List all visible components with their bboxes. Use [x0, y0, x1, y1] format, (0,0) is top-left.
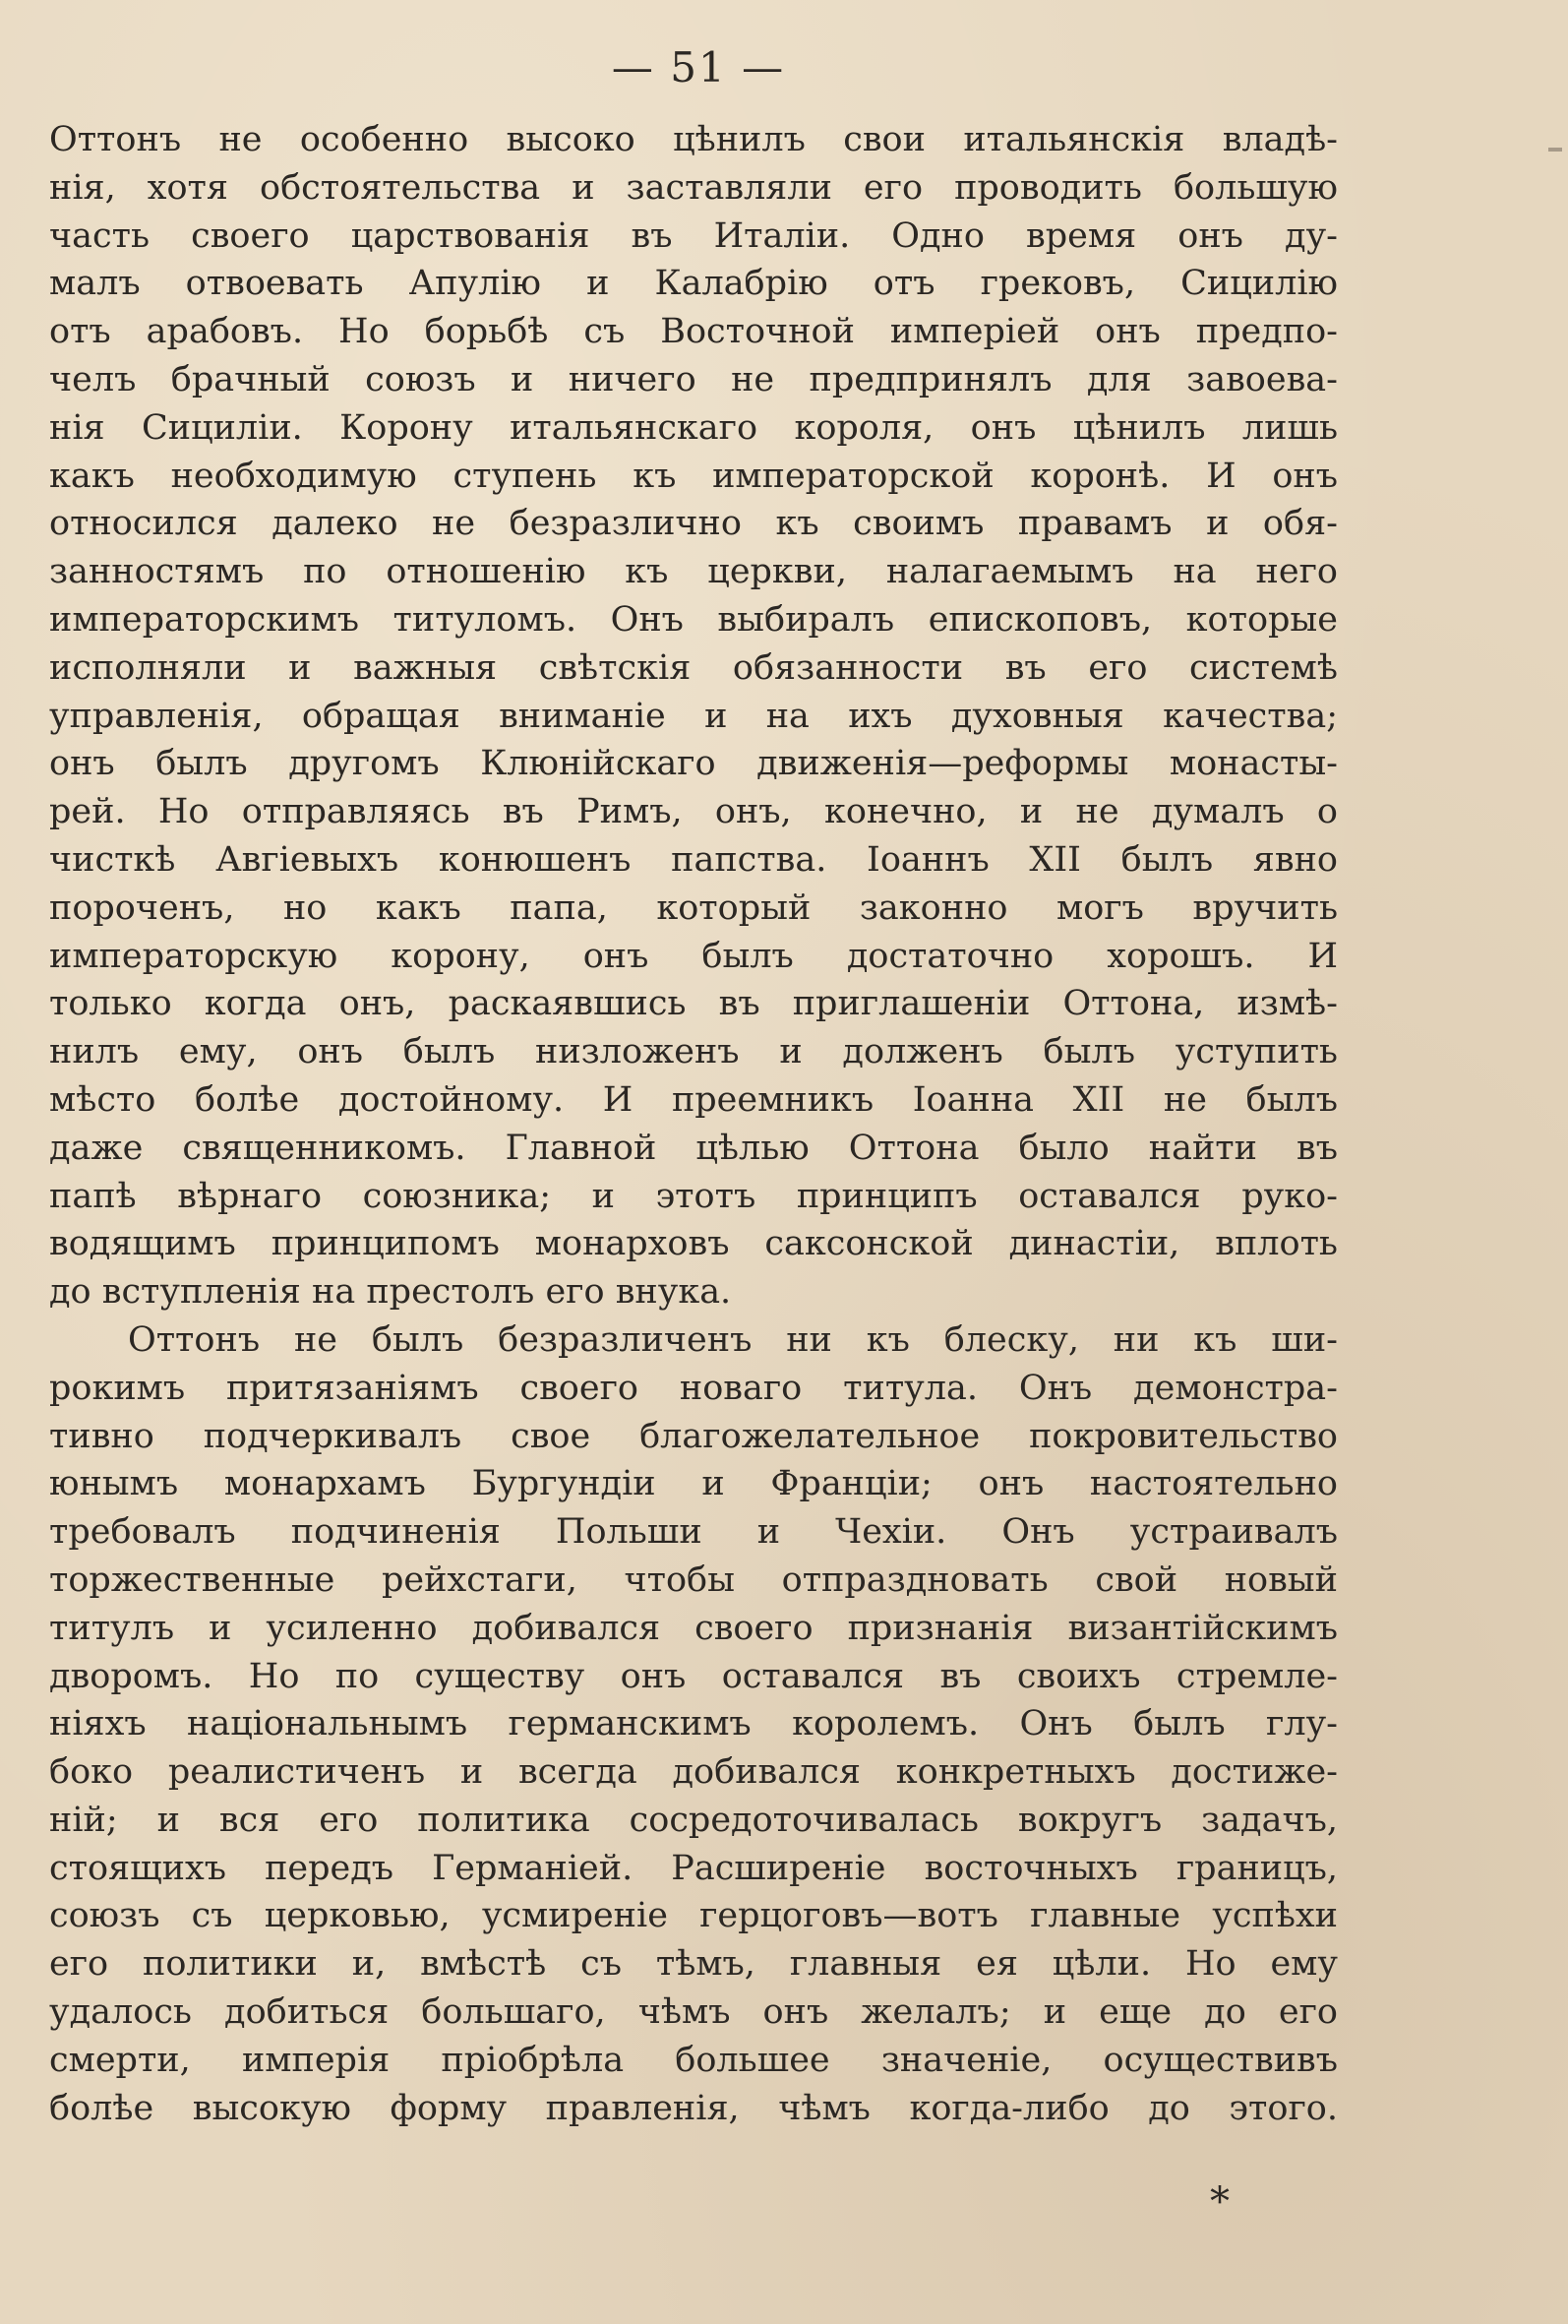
- text-line: рокимъ притязаніямъ своего новаго титула. Онъ демонстра-: [49, 1368, 1338, 1408]
- text-line: исполняли и важныя свѣтскія обязанности въ его системѣ: [49, 647, 1338, 688]
- text-line: малъ отвоевать Апулію и Калабрію отъ грековъ, Сицилію: [49, 264, 1338, 304]
- text-line: торжественные рейхстаги, чтобы отпраздновать свой новый: [49, 1560, 1338, 1600]
- paragraph-2: [49, 1316, 1338, 2133]
- text-line: даже священникомъ. Главной цѣлью Оттона было найти въ: [49, 1128, 1338, 1168]
- text-line: титулъ и усиленно добивался своего признанія византійскимъ: [49, 1608, 1338, 1648]
- text-line: какъ необходимую ступень къ императорской коронѣ. И онъ: [49, 456, 1338, 496]
- text-line: тивно подчеркивалъ свое благожелательное покровительство: [49, 1416, 1338, 1456]
- text-line: нилъ ему, онъ былъ низложенъ и долженъ былъ уступить: [49, 1032, 1338, 1072]
- text-line: управленія, обращая вниманіе и на ихъ духовныя качества;: [49, 696, 1338, 736]
- text-line: рей. Но отправляясь въ Римъ, онъ, конечно, и не думалъ о: [49, 792, 1338, 832]
- text-line: удалось добиться большаго, чѣмъ онъ желалъ; и еще до его: [49, 1992, 1338, 2033]
- text-line: пороченъ, но какъ папа, который законно могъ вручить: [49, 887, 1338, 928]
- text-line: болѣе высокую форму правленія, чѣмъ когда-либо до этого.: [49, 2088, 1338, 2128]
- text-line: водящимъ принципомъ монарховъ саксонской династіи, вплоть: [49, 1224, 1338, 1264]
- paragraph-1: [49, 116, 1338, 1316]
- text-line: отъ арабовъ. Но борьбѣ съ Восточной имперіей онъ предпо-: [49, 312, 1338, 352]
- text-line: до вступленія на престолъ его внука.: [49, 1272, 732, 1313]
- text-line: нія, хотя обстоятельства и заставляли его проводить большую: [49, 167, 1338, 208]
- text-line: мѣсто болѣе достойному. И преемникъ Іоанна XII не былъ: [49, 1079, 1338, 1120]
- text-line: ніяхъ національнымъ германскимъ королемъ. Онъ былъ глу-: [49, 1704, 1338, 1744]
- text-body: [49, 116, 1338, 2132]
- text-line: нія Сициліи. Корону итальянскаго короля, онъ цѣнилъ лишь: [49, 407, 1338, 448]
- text-line: часть своего царствованія въ Италіи. Одно время онъ ду-: [49, 215, 1338, 256]
- text-line: Оттонъ не особенно высоко цѣнилъ свои итальянскія владѣ-: [49, 120, 1338, 159]
- text-line: смерти, имперія пріобрѣла большее значеніе, осуществивъ: [49, 2040, 1338, 2080]
- text-line: онъ былъ другомъ Клюнійскаго движенія—реформы монасты-: [49, 744, 1338, 784]
- text-line: юнымъ монархамъ Бургундіи и Франціи; онъ настоятельно: [49, 1464, 1338, 1504]
- text-line: требовалъ подчиненія Польши и Чехіи. Онъ устраивалъ: [49, 1512, 1338, 1553]
- text-line: ній; и вся его политика сосредоточивалась вокругъ задачъ,: [49, 1800, 1338, 1840]
- margin-mark: [1548, 148, 1562, 152]
- text-line: только когда онъ, раскаявшись въ приглашеніи Оттона, измѣ-: [49, 984, 1338, 1024]
- text-line: его политики и, вмѣстѣ съ тѣмъ, главныя ея цѣли. Но ему: [49, 1944, 1338, 1985]
- text-line: императорскимъ титуломъ. Онъ выбиралъ епископовъ, которые: [49, 599, 1338, 640]
- text-line: относился далеко не безразлично къ своимъ правамъ и обя-: [49, 504, 1338, 544]
- text-line: союзъ съ церковью, усмиреніе герцоговъ—вотъ главные успѣхи: [49, 1896, 1338, 1936]
- text-line: папѣ вѣрнаго союзника; и этотъ принципъ оставался руко-: [49, 1176, 1338, 1216]
- text-line: челъ брачный союзъ и ничего не предпринялъ для завоева-: [49, 359, 1338, 399]
- page-number: — 51 —: [611, 43, 786, 92]
- section-break-asterisk: *: [1210, 2179, 1230, 2225]
- text-line: боко реалистиченъ и всегда добивался конкретныхъ достиже-: [49, 1752, 1338, 1793]
- text-line: занностямъ по отношенію къ церкви, налагаемымъ на него: [49, 552, 1338, 592]
- text-line: Оттонъ не былъ безразличенъ ни къ блеску, ни къ ши-: [128, 1319, 1338, 1360]
- text-line: стоящихъ передъ Германіей. Расширеніе восточныхъ границъ,: [49, 1848, 1338, 1888]
- text-line: дворомъ. Но по существу онъ оставался въ своихъ стремле-: [49, 1656, 1338, 1696]
- text-line: чисткѣ Авгіевыхъ конюшенъ папства. Іоаннъ XII былъ явно: [49, 839, 1338, 880]
- text-line: императорскую корону, онъ былъ достаточно хорошъ. И: [49, 936, 1338, 976]
